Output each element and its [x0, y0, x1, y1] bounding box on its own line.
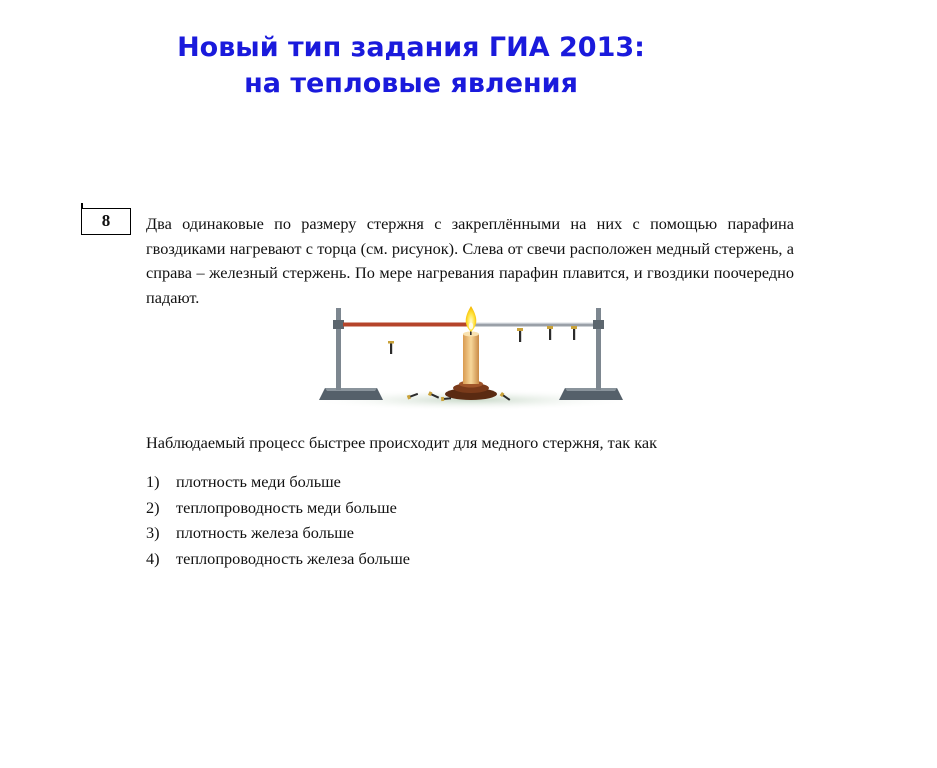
- copper-rod: [343, 323, 469, 327]
- answer-option-3[interactable]: [146, 520, 410, 546]
- task-number-box: 8: [81, 208, 131, 235]
- option-text: теплопроводность меди больше: [176, 497, 397, 517]
- nail: [517, 328, 523, 342]
- title-line-2: на тепловые явления: [244, 68, 578, 99]
- option-number: 3): [146, 523, 160, 542]
- answer-option-2[interactable]: [146, 495, 410, 521]
- answer-option-4[interactable]: [146, 546, 410, 572]
- answer-option-1[interactable]: [146, 469, 410, 495]
- candle: [463, 334, 479, 384]
- nail: [571, 326, 577, 340]
- nail: [388, 341, 394, 354]
- nail: [547, 326, 553, 340]
- left-stand-base-top: [325, 388, 377, 391]
- problem-text: Два одинаковые по размеру стержня с закреплёнными на них с помощью парафина гвоздиками нагревают с торца (см. рисунок). Слева от свечи расположен медный стержень, а справа – железный стержень. По мере нагревания парафин плавится, и гвоздики поочередно падают.: [146, 214, 794, 307]
- right-clamp: [593, 320, 604, 329]
- right-stand-base-top: [565, 388, 617, 391]
- answer-options: [146, 469, 410, 571]
- option-text: плотность меди больше: [176, 472, 341, 491]
- experiment-illustration: [303, 304, 638, 412]
- option-text: теплопроводность железа больше: [176, 548, 411, 568]
- option-number: 2): [146, 497, 160, 517]
- page-title: [0, 30, 822, 102]
- question-text: Наблюдаемый процесс быстрее происходит для медного стержня, так как: [146, 433, 657, 452]
- iron-rod-highlight: [471, 323, 593, 324]
- option-number: 4): [146, 548, 160, 568]
- title-line-1: Новый тип задания ГИА 2013:: [177, 32, 645, 63]
- option-number: 1): [146, 472, 160, 491]
- left-clamp: [333, 320, 344, 329]
- option-text: плотность железа больше: [176, 523, 355, 542]
